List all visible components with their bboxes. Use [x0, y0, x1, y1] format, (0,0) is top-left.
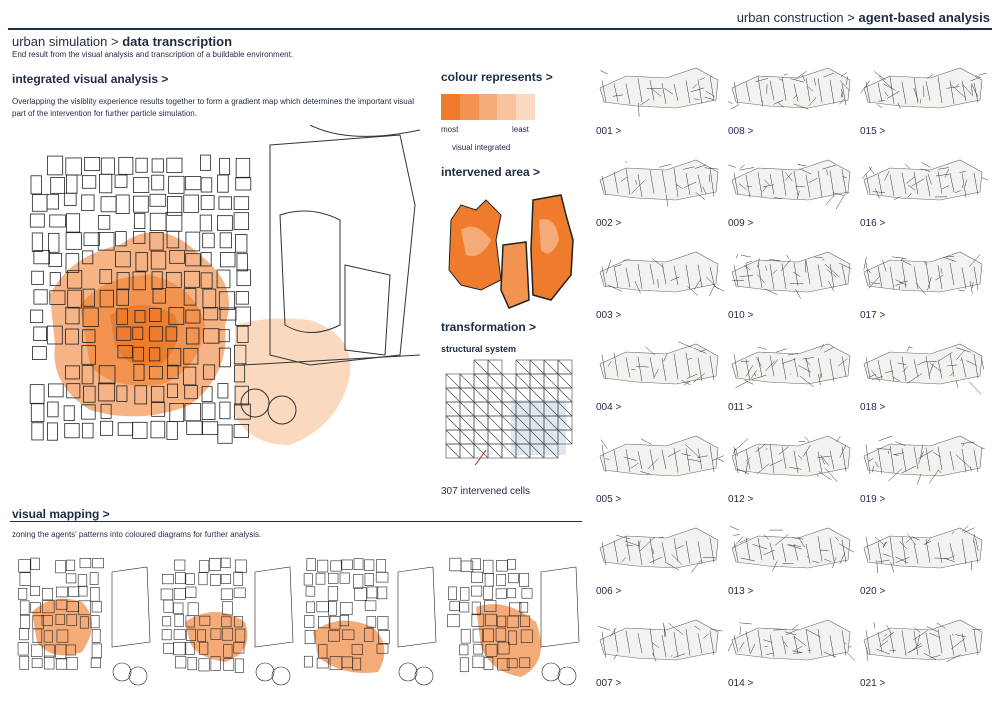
legend-swatch — [441, 94, 460, 120]
thumbnail-label: 003 > — [596, 310, 622, 321]
thumbnail-label: 004 > — [596, 402, 622, 413]
thumbnail-label: 005 > — [596, 494, 622, 505]
mapping-panel — [298, 552, 439, 702]
header-separator: > — [847, 10, 855, 25]
header-section: urban construction — [736, 10, 844, 25]
thumbnail-label: 015 > — [860, 126, 886, 137]
mapping-strip — [12, 552, 584, 702]
intervened-cells-label: 307 intervened cells — [441, 486, 530, 497]
legend-swatch — [497, 94, 516, 120]
page-subtitle: End result from the visual analysis and transcription of a buildable environment. — [12, 50, 294, 59]
legend-least: least — [512, 125, 529, 134]
simulation-thumbnail[interactable] — [860, 58, 988, 148]
thumbnail-label: 001 > — [596, 126, 622, 137]
legend-swatch — [516, 94, 535, 120]
simulation-thumbnail[interactable] — [860, 610, 988, 700]
structural-system-label: structural system — [441, 344, 517, 354]
transformation-heading: transformation > — [441, 320, 537, 334]
thumbnail-label: 019 > — [860, 494, 886, 505]
simulation-thumbnail[interactable] — [728, 518, 856, 608]
simulation-thumbnail[interactable] — [728, 334, 856, 424]
breadcrumb — [12, 34, 232, 49]
visual-mapping-heading: visual mapping > — [12, 507, 110, 521]
mapping-panel — [441, 552, 582, 702]
visual-mapping-description: zoning the agents' patterns into coloured diagrams for further analysis. — [12, 530, 262, 539]
legend-swatch — [479, 94, 498, 120]
visual-mapping-rule — [10, 521, 582, 522]
thumbnail-label: 007 > — [596, 678, 622, 689]
mapping-panel — [12, 552, 153, 702]
breadcrumb-separator: > — [111, 34, 119, 49]
legend-most: most — [441, 125, 459, 134]
thumbnail-label: 020 > — [860, 586, 886, 597]
intervened-heading: intervened area > — [441, 165, 541, 179]
thumbnail-grid — [596, 58, 996, 703]
thumbnail-label: 016 > — [860, 218, 886, 229]
simulation-thumbnail[interactable] — [728, 58, 856, 148]
page-header — [737, 10, 990, 25]
thumbnail-label: 014 > — [728, 678, 754, 689]
thumbnail-label: 008 > — [728, 126, 754, 137]
simulation-thumbnail[interactable] — [860, 426, 988, 516]
structural-grid — [441, 355, 581, 465]
legend-swatches — [441, 94, 535, 120]
integrated-map — [10, 125, 420, 455]
thumbnail-label: 011 > — [728, 402, 753, 413]
legend-heading: colour represents > — [441, 70, 553, 84]
thumbnail-label: 017 > — [860, 310, 886, 321]
simulation-thumbnail[interactable] — [596, 58, 724, 148]
simulation-thumbnail[interactable] — [596, 242, 724, 332]
simulation-thumbnail[interactable] — [596, 426, 724, 516]
breadcrumb-parent: urban simulation — [12, 34, 108, 49]
thumbnail-label: 002 > — [596, 218, 622, 229]
thumbnail-label: 006 > — [596, 586, 622, 597]
header-title: agent-based analysis — [858, 10, 990, 25]
simulation-thumbnail[interactable] — [728, 150, 856, 240]
thumbnail-label: 013 > — [728, 586, 754, 597]
thumbnail-label: 012 > — [728, 494, 754, 505]
simulation-thumbnail[interactable] — [596, 334, 724, 424]
thumbnail-label: 018 > — [860, 402, 886, 413]
simulation-thumbnail[interactable] — [860, 334, 988, 424]
simulation-thumbnail[interactable] — [596, 150, 724, 240]
simulation-thumbnail[interactable] — [728, 242, 856, 332]
header-rule — [8, 28, 992, 30]
simulation-thumbnail[interactable] — [596, 518, 724, 608]
simulation-thumbnail[interactable] — [596, 610, 724, 700]
simulation-thumbnail[interactable] — [728, 426, 856, 516]
simulation-thumbnail[interactable] — [860, 242, 988, 332]
simulation-thumbnail[interactable] — [860, 518, 988, 608]
thumbnail-label: 021 > — [860, 678, 886, 689]
legend-caption: visual integrated — [452, 143, 511, 152]
mapping-panel — [155, 552, 296, 702]
simulation-thumbnail[interactable] — [860, 150, 988, 240]
thumbnail-label: 010 > — [728, 310, 754, 321]
thumbnail-label: 009 > — [728, 218, 754, 229]
integrated-heading: integrated visual analysis > — [12, 72, 169, 86]
legend-swatch — [460, 94, 479, 120]
intervened-diagram — [441, 190, 581, 310]
integrated-description: Overlapping the visiblity experience results together to form a gradient map which determines the important visual part of the intervention for further particle simulation. — [12, 97, 414, 118]
simulation-thumbnail[interactable] — [728, 610, 856, 700]
breadcrumb-current: data transcription — [122, 34, 233, 49]
